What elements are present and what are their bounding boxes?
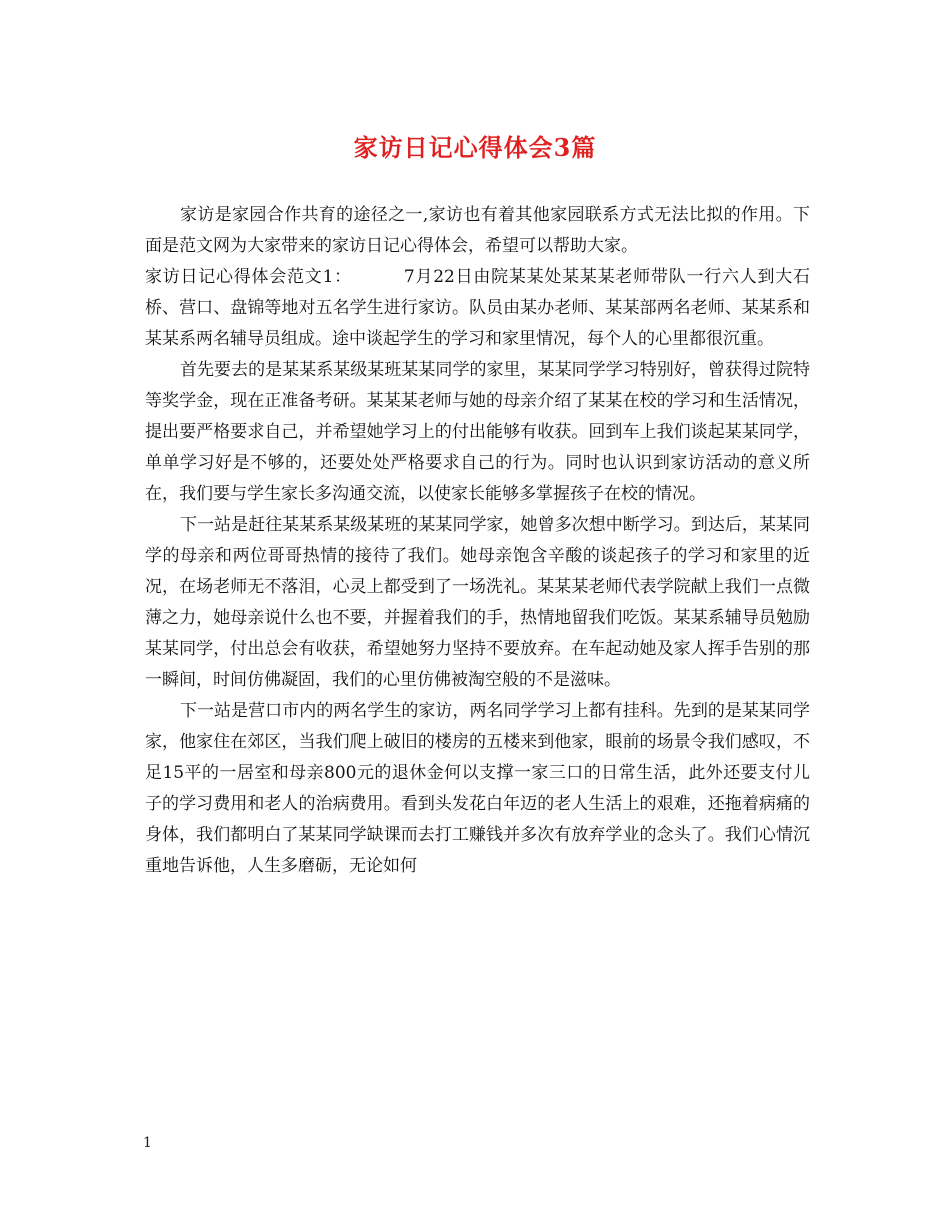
page-number: 1 (143, 1135, 152, 1151)
sample-paragraph (145, 262, 810, 355)
body-paragraph-1: 首先要去的是某某系某级某班某某同学的家里，某某同学学习特别好，曾获得过院特等奖学金，现在正准备考研。某某某老师与她的母亲介绍了某某在校的学习和生活情况，提出要严格要求自己，并希望她学习上的付出能够有收获。回到车上我们谈起某某同学，单单学习好是不够的，还要处处严格要求自己的行为。同时也认识到家访活动的意义所在，我们要与学生家长多沟通交流，以使家长能够多掌握孩子在校的情况。 (145, 360, 810, 504)
sample-label: 家访日记心得体会范文1： (145, 267, 352, 287)
body-paragraph-2: 下一站是赶往某某系某级某班的某某同学家，她曾多次想中断学习。到达后，某某同学的母亲和两位哥哥热情的接待了我们。她母亲饱含辛酸的谈起孩子的学习和家里的近况，在场老师无不落泪，心灵上都受到了一场洗礼。某某某老师代表学院献上我们一点微薄之力，她母亲说什么也不要，并握着我们的手，热情地留我们吃饭。某某系辅导员勉励某某同学，付出总会有收获，希望她努力坚持不要放弃。在车起动她及家人挥手告别的那一瞬间，时间仿佛凝固，我们的心里仿佛被淘空般的不是滋味。 (145, 515, 810, 690)
intro-paragraph: 家访是家园合作共育的途径之一,家访也有着其他家园联系方式无法比拟的作用。下面是范文网为大家带来的家访日记心得体会，希望可以帮助大家。 (145, 205, 810, 256)
body-paragraph-3: 下一站是营口市内的两名学生的家访，两名同学学习上都有挂科。先到的是某某同学家，他家住在郊区，当我们爬上破旧的楼房的五楼来到他家，眼前的场景令我们感叹，不足15平的一居室和母亲800元的退休金何以支撑一家三口的日常生活，此外还要支付儿子的学习费用和老人的治病费用。看到头发花白年迈的老人生活上的艰难，还拖着病痛的身体，我们都明白了某某同学缺课而去打工赚钱并多次有放弃学业的念头了。我们心情沉重地告诉他，人生多磨砺，无论如何 (145, 701, 810, 876)
page-title: 家访日记心得体会3篇 (353, 133, 597, 162)
sample-text: 7月22日由院某某处某某某老师带队一行六人到大石桥、营口、盘锦等地对五名学生进行家访。队员由某办老师、某某部两名老师、某某系和某某系两名辅导员组成。途中谈起学生的学习和家里情况，每个人的心里都很沉重。 (145, 267, 810, 349)
document-body (145, 200, 810, 882)
